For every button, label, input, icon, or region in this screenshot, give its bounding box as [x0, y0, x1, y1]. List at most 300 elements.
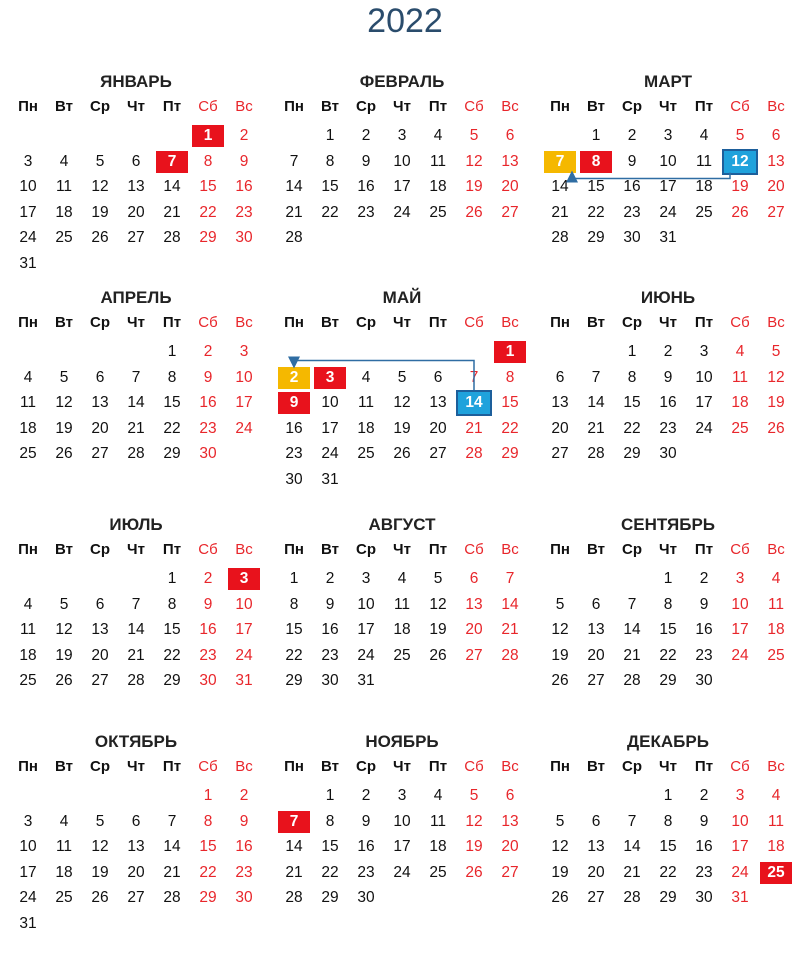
day-cell: 22: [623, 419, 641, 437]
day-cell: 4: [433, 787, 443, 804]
day-cell: 26: [465, 863, 483, 881]
day-cell: 9: [627, 152, 637, 170]
day-cell: 6: [433, 368, 443, 386]
day-cell: 1: [663, 787, 673, 804]
weekday-label: Вс: [767, 314, 785, 331]
weekday-header: [276, 541, 528, 563]
day-cell: 25: [695, 203, 713, 221]
day-cell: 17: [659, 178, 677, 195]
day-cell: 18: [767, 621, 785, 638]
day-cell: 20: [587, 646, 605, 664]
day-cell: 21: [587, 419, 605, 437]
weekday-label: Вт: [587, 98, 605, 115]
day-cell: 18: [731, 394, 749, 411]
day-cell: 29: [587, 229, 605, 246]
day-cell: 20: [501, 178, 519, 195]
day-cell: 6: [591, 595, 601, 613]
day-cell: 4: [59, 152, 69, 170]
day-cell: 25: [393, 646, 411, 664]
weekday-label: Вс: [767, 758, 785, 775]
day-cell: 25: [55, 229, 73, 246]
day-cell: 21: [551, 203, 569, 221]
day-cell: 12: [55, 394, 73, 411]
day-cell: 21: [127, 646, 145, 664]
weekday-label: Ср: [622, 541, 642, 558]
weekday-label: Сб: [464, 758, 484, 775]
day-cell: 20: [91, 419, 109, 437]
day-cell: 14: [285, 178, 303, 195]
weekday-label: Вс: [501, 541, 519, 558]
day-cell: 3: [397, 787, 407, 804]
day-cell: 15: [163, 394, 181, 411]
day-cell: 22: [163, 646, 181, 664]
day-cell: 2: [699, 787, 709, 804]
day-cell: 10: [393, 152, 411, 170]
day-cell: 28: [285, 889, 303, 906]
weekday-label: Пт: [428, 541, 448, 558]
day-cell: 22: [199, 863, 217, 881]
weekday-label: Сб: [464, 98, 484, 115]
day-cell: 14: [623, 621, 641, 638]
day-cell: 27: [465, 646, 483, 664]
day-cell: 26: [465, 203, 483, 221]
day-cell: 15: [501, 394, 519, 411]
day-cell: 1: [325, 787, 335, 804]
day-cell: 20: [127, 203, 145, 221]
day-cell: 27: [767, 203, 785, 221]
day-cell: 6: [505, 127, 515, 144]
day-cell: 2: [361, 787, 371, 804]
day-cell: 14: [285, 838, 303, 855]
day-cell: 8: [167, 595, 177, 613]
day-cell: 21: [623, 646, 641, 664]
day-cell: 6: [131, 812, 141, 830]
day-cell: 5: [95, 152, 105, 170]
day-cell-red: 7: [278, 811, 310, 833]
day-cell: 9: [699, 812, 709, 830]
day-cell: 25: [731, 419, 749, 437]
weekday-label: Ср: [90, 758, 110, 775]
day-cell: 29: [623, 445, 641, 462]
day-cell: 9: [239, 812, 249, 830]
day-cell: 17: [321, 419, 339, 437]
day-cell: 16: [695, 838, 713, 855]
weekday-label: Вт: [587, 541, 605, 558]
day-cell: 16: [235, 838, 253, 855]
day-cell: 2: [239, 127, 249, 144]
weekday-label: Чт: [127, 314, 145, 331]
day-cell: 11: [767, 595, 785, 613]
day-cell: 27: [429, 445, 447, 462]
weekday-label: Пт: [162, 314, 182, 331]
day-cell: 27: [587, 672, 605, 689]
day-cell: 5: [433, 570, 443, 587]
day-cell: 24: [235, 419, 253, 437]
day-cell: 2: [325, 570, 335, 587]
day-cell: 19: [551, 646, 569, 664]
day-cell: 4: [771, 570, 781, 587]
day-cell: 12: [465, 812, 483, 830]
weekday-label: Вт: [321, 541, 339, 558]
weekday-label: Пт: [428, 758, 448, 775]
day-cell: 8: [289, 595, 299, 613]
day-cell: 29: [659, 889, 677, 906]
day-cell: 7: [627, 812, 637, 830]
day-cell: 30: [235, 889, 253, 906]
day-cell: 4: [699, 127, 709, 144]
day-cell: 15: [199, 838, 217, 855]
day-cell: 10: [695, 368, 713, 386]
month-name: ИЮЛЬ: [109, 515, 163, 534]
weekday-header: [10, 541, 262, 563]
day-cell: 28: [127, 445, 145, 462]
day-cell: 3: [239, 343, 249, 360]
day-cell: 11: [19, 394, 37, 411]
day-cell: 10: [19, 838, 37, 855]
day-cell: 26: [767, 419, 785, 437]
weekday-label: Сб: [198, 541, 218, 558]
day-cell: 5: [735, 127, 745, 144]
weekday-label: Ср: [356, 758, 376, 775]
day-cell: 20: [429, 419, 447, 437]
day-cell: 2: [627, 127, 637, 144]
day-cell: 7: [469, 368, 479, 386]
day-cell: 9: [203, 368, 213, 386]
day-cell: 22: [659, 646, 677, 664]
day-cell: 29: [163, 445, 181, 462]
weekday-label: Ср: [622, 98, 642, 115]
day-cell: 18: [55, 203, 73, 221]
day-cell: 19: [731, 178, 749, 195]
day-cell: 19: [55, 646, 73, 664]
day-cell: 10: [235, 595, 253, 613]
weekday-header: [276, 314, 528, 336]
weekday-label: Ср: [90, 541, 110, 558]
day-cell: 21: [285, 203, 303, 221]
day-cell: 8: [203, 152, 213, 170]
day-cell: 9: [239, 152, 249, 170]
weekday-label: Ср: [90, 98, 110, 115]
day-cell: 3: [735, 787, 745, 804]
day-cell: 15: [163, 621, 181, 638]
day-cell: 13: [91, 394, 109, 411]
day-cell: 19: [393, 419, 411, 437]
day-cell: 25: [357, 445, 375, 462]
month-name: МАЙ: [382, 288, 422, 307]
day-cell: 23: [235, 863, 253, 881]
day-cell: 11: [55, 178, 73, 195]
day-cell: 8: [663, 812, 673, 830]
day-cell: 3: [663, 127, 673, 144]
day-cell: 8: [627, 368, 637, 386]
month-name: ДЕКАБРЬ: [627, 732, 709, 751]
day-cell: 26: [731, 203, 749, 221]
day-cell: 3: [699, 343, 709, 360]
month-name: ФЕВРАЛЬ: [359, 72, 445, 91]
day-cell-red: 25: [760, 862, 792, 884]
day-cell: 23: [357, 203, 375, 221]
day-cell-red: 8: [580, 151, 612, 173]
weekday-label: Сб: [198, 314, 218, 331]
day-cell: 23: [695, 646, 713, 664]
day-cell: 7: [505, 570, 515, 587]
day-cell: 13: [587, 621, 605, 638]
day-cell: 5: [771, 343, 781, 360]
month-name: МАРТ: [644, 72, 692, 91]
weekday-label: Пн: [18, 98, 38, 115]
weekday-label: Сб: [730, 541, 750, 558]
day-cell: 17: [19, 203, 37, 221]
day-cell: 14: [163, 838, 181, 855]
day-cell: 25: [429, 203, 447, 221]
day-cell: 31: [19, 914, 37, 932]
day-cell: 12: [551, 838, 569, 855]
day-cell: 22: [501, 419, 519, 437]
day-cell: 10: [659, 152, 677, 170]
day-cell: 7: [131, 595, 141, 613]
day-cell: 5: [59, 595, 69, 613]
weekday-label: Вс: [501, 314, 519, 331]
day-cell: 27: [551, 445, 569, 462]
day-cell: 22: [321, 863, 339, 881]
day-cell: 11: [429, 812, 447, 830]
day-cell: 21: [163, 863, 181, 881]
weekday-label: Пн: [18, 541, 38, 558]
weekday-label: Вс: [235, 314, 253, 331]
day-cell: 9: [699, 595, 709, 613]
day-cell: 16: [695, 621, 713, 638]
day-cell: 17: [235, 394, 253, 411]
day-cell: 8: [167, 368, 177, 386]
weekday-label: Ср: [356, 98, 376, 115]
weekday-label: Вс: [235, 541, 253, 558]
day-cell: 27: [127, 889, 145, 906]
day-cell: 1: [627, 343, 637, 360]
day-cell: 13: [501, 152, 519, 170]
day-cell: 23: [357, 863, 375, 881]
day-cell: 16: [357, 178, 375, 195]
weekday-label: Пн: [550, 541, 570, 558]
day-cell: 25: [19, 672, 37, 689]
weekday-label: Пн: [284, 314, 304, 331]
day-cell: 2: [361, 127, 371, 144]
day-cell: 29: [321, 889, 339, 906]
weekday-label: Сб: [464, 541, 484, 558]
day-cell: 27: [91, 672, 109, 689]
day-cell: 24: [357, 646, 375, 664]
day-cell: 2: [203, 570, 213, 587]
day-cell: 4: [361, 368, 371, 386]
day-cell: 30: [199, 672, 217, 689]
day-cell: 31: [321, 470, 339, 488]
weekday-label: Пт: [428, 98, 448, 115]
day-cell: 12: [465, 152, 483, 170]
day-cell: 3: [735, 570, 745, 587]
day-cell: 20: [127, 863, 145, 881]
day-cell: 16: [357, 838, 375, 855]
day-cell-red: 3: [314, 367, 346, 389]
day-cell: 10: [731, 595, 749, 613]
day-cell: 7: [131, 368, 141, 386]
day-cell: 28: [623, 672, 641, 689]
day-cell: 28: [465, 445, 483, 462]
weekday-label: Чт: [393, 98, 411, 115]
day-cell: 17: [235, 621, 253, 638]
day-cell: 28: [623, 889, 641, 906]
day-cell: 17: [19, 863, 37, 881]
weekday-label: Вт: [321, 98, 339, 115]
day-cell: 27: [587, 889, 605, 906]
day-cell: 7: [591, 368, 601, 386]
day-cell: 18: [393, 621, 411, 638]
day-cell: 1: [167, 343, 177, 360]
day-cell: 16: [659, 394, 677, 411]
day-cell: 8: [505, 368, 515, 386]
day-cell: 14: [501, 595, 519, 613]
day-cell: 1: [325, 127, 335, 144]
day-cell-blue: 14: [458, 392, 490, 414]
day-cell: 19: [55, 419, 73, 437]
day-cell-yellow: 2: [278, 367, 310, 389]
day-cell: 15: [587, 178, 605, 195]
day-cell: 14: [587, 394, 605, 411]
day-cell: 18: [695, 178, 713, 195]
day-cell: 11: [357, 394, 375, 411]
day-cell: 5: [555, 812, 565, 830]
day-cell-red: 1: [494, 341, 526, 363]
weekday-header: [10, 314, 262, 336]
day-cell: 13: [429, 394, 447, 411]
day-cell: 31: [659, 229, 677, 246]
day-cell: 25: [429, 863, 447, 881]
day-cell: 31: [235, 672, 253, 689]
day-cell: 4: [771, 787, 781, 804]
weekday-header: [276, 758, 528, 780]
weekday-label: Пн: [18, 314, 38, 331]
weekday-label: Ср: [622, 314, 642, 331]
day-cell: 13: [767, 152, 785, 170]
weekday-label: Вс: [767, 541, 785, 558]
day-cell: 11: [695, 152, 713, 170]
weekday-header: [542, 98, 794, 120]
day-cell: 13: [127, 838, 145, 855]
weekday-label: Пт: [162, 758, 182, 775]
day-cell: 14: [163, 178, 181, 195]
weekday-label: Чт: [393, 314, 411, 331]
day-cell: 8: [663, 595, 673, 613]
day-cell: 27: [501, 203, 519, 221]
day-cell: 12: [91, 178, 109, 195]
day-cell: 19: [551, 863, 569, 881]
day-cell: 23: [285, 445, 303, 462]
day-cell: 26: [55, 672, 73, 689]
weekday-label: Вт: [55, 314, 73, 331]
day-cell: 13: [587, 838, 605, 855]
day-cell: 3: [397, 127, 407, 144]
day-cell: 22: [587, 203, 605, 221]
day-cell: 13: [127, 178, 145, 195]
day-cell: 19: [465, 838, 483, 855]
day-cell: 6: [95, 368, 105, 386]
day-cell: 30: [357, 889, 375, 906]
day-cell: 10: [235, 368, 253, 386]
month-name: ОКТЯБРЬ: [94, 732, 178, 751]
day-cell: 11: [767, 812, 785, 830]
day-cell: 23: [235, 203, 253, 221]
weekday-label: Сб: [198, 758, 218, 775]
day-cell: 15: [321, 838, 339, 855]
day-cell: 24: [19, 229, 37, 246]
day-cell: 12: [551, 621, 569, 638]
weekday-label: Вс: [235, 98, 253, 115]
day-cell: 10: [357, 595, 375, 613]
day-cell: 4: [59, 812, 69, 830]
day-cell: 29: [501, 445, 519, 462]
day-cell: 31: [19, 254, 37, 272]
day-cell: 6: [591, 812, 601, 830]
weekday-label: Вт: [55, 541, 73, 558]
day-cell-red: 3: [228, 568, 260, 590]
day-cell: 28: [587, 445, 605, 462]
weekday-label: Вт: [587, 758, 605, 775]
day-cell: 17: [393, 178, 411, 195]
day-cell: 1: [167, 570, 177, 587]
day-cell: 21: [163, 203, 181, 221]
day-cell: 12: [55, 621, 73, 638]
day-cell: 15: [659, 838, 677, 855]
weekday-label: Пн: [284, 541, 304, 558]
weekday-label: Чт: [659, 98, 677, 115]
day-cell: 23: [623, 203, 641, 221]
day-cell: 20: [91, 646, 109, 664]
day-cell: 17: [393, 838, 411, 855]
day-cell: 9: [663, 368, 673, 386]
day-cell: 9: [203, 595, 213, 613]
day-cell: 19: [91, 203, 109, 221]
day-cell: 6: [131, 152, 141, 170]
weekday-label: Пт: [694, 541, 714, 558]
day-cell: 25: [55, 889, 73, 906]
day-cell: 10: [393, 812, 411, 830]
day-cell: 17: [731, 621, 749, 638]
day-cell: 24: [731, 863, 749, 881]
weekday-label: Вт: [321, 314, 339, 331]
day-cell: 19: [429, 621, 447, 638]
day-cell: 28: [501, 646, 519, 664]
day-cell: 30: [695, 672, 713, 689]
weekday-label: Пт: [694, 98, 714, 115]
day-cell: 20: [501, 838, 519, 855]
weekday-label: Пт: [428, 314, 448, 331]
day-cell: 26: [429, 646, 447, 664]
day-cell: 28: [127, 672, 145, 689]
day-cell: 24: [695, 419, 713, 437]
year-title: 2022: [367, 2, 443, 40]
day-cell: 29: [659, 672, 677, 689]
day-cell: 5: [397, 368, 407, 386]
weekday-label: Вт: [55, 98, 73, 115]
weekday-label: Пн: [284, 758, 304, 775]
day-cell: 20: [587, 863, 605, 881]
day-cell: 12: [91, 838, 109, 855]
weekday-header: [276, 98, 528, 120]
weekday-label: Ср: [90, 314, 110, 331]
month-name: СЕНТЯБРЬ: [620, 515, 716, 534]
day-cell: 26: [91, 889, 109, 906]
day-cell: 8: [325, 812, 335, 830]
weekday-label: Чт: [659, 758, 677, 775]
day-cell: 17: [695, 394, 713, 411]
